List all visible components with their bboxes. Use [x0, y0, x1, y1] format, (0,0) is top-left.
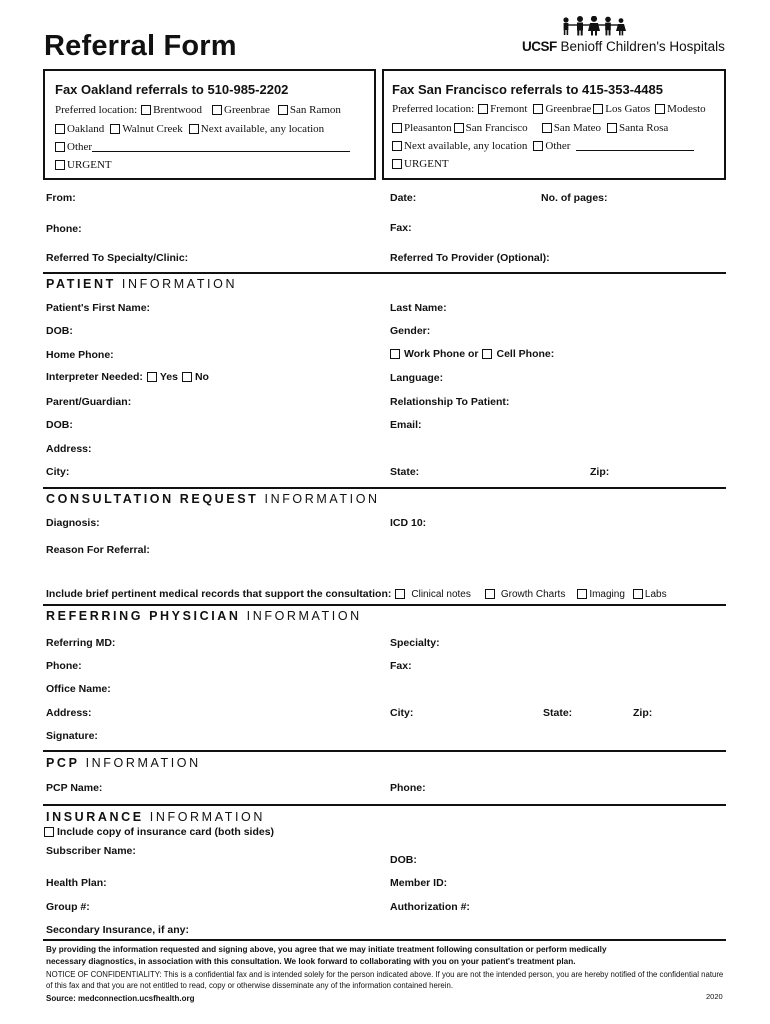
form-title: Referral Form [44, 30, 237, 62]
icd10-field[interactable]: ICD 10: [390, 517, 427, 529]
checkbox[interactable] [533, 141, 543, 151]
checkbox[interactable] [392, 123, 402, 133]
insurance-section-title: INSURANCE INFORMATION [46, 810, 265, 824]
clinical-notes-checkbox[interactable] [395, 589, 405, 599]
checkbox[interactable] [55, 142, 65, 152]
oakland-fax-heading: Fax Oakland referrals to 510-985-2202 [55, 82, 289, 97]
interpreter-yes-checkbox[interactable] [147, 372, 157, 382]
checkbox[interactable] [141, 105, 151, 115]
section-divider [43, 939, 726, 941]
pages-field[interactable]: No. of pages: [541, 192, 608, 204]
insurance-card-row: Include copy of insurance card (both sides) [44, 826, 274, 838]
signature-field[interactable]: Signature: [46, 730, 98, 742]
health-plan-field[interactable]: Health Plan: [46, 877, 107, 889]
first-name-field[interactable]: Patient's First Name: [46, 302, 151, 314]
work-phone-checkbox[interactable] [390, 349, 400, 359]
md-state-field[interactable]: State: [543, 707, 573, 719]
oakland-locations-row1: Preferred location: Brentwood Greenbrae San Ramon [55, 104, 341, 116]
checkbox[interactable] [55, 124, 65, 134]
subscriber-dob-field[interactable]: DOB: [390, 854, 417, 866]
md-zip-field[interactable]: Zip: [633, 707, 653, 719]
sf-other-row: Next available, any location Other [392, 140, 694, 152]
checkbox[interactable] [392, 141, 402, 151]
cell-phone-checkbox[interactable] [482, 349, 492, 359]
patient-state-field[interactable]: State: [390, 466, 420, 478]
specialty-field[interactable]: Referred To Specialty/Clinic: [46, 252, 189, 264]
checkbox[interactable] [212, 105, 222, 115]
checkbox[interactable] [593, 104, 603, 114]
date-field[interactable]: Date: [390, 192, 417, 204]
source-url: Source: medconnection.ucsfhealth.org [46, 994, 195, 1003]
checkbox[interactable] [110, 124, 120, 134]
md-phone-field[interactable]: Phone: [46, 660, 82, 672]
checkbox[interactable] [655, 104, 665, 114]
other-blank-line[interactable] [576, 141, 694, 151]
ucsf-wordmark: UCSF [522, 39, 557, 54]
last-name-field[interactable]: Last Name: [390, 302, 447, 314]
member-id-field[interactable]: Member ID: [390, 877, 448, 889]
phone-field[interactable]: Phone: [46, 223, 82, 235]
referring-md-field[interactable]: Referring MD: [46, 637, 116, 649]
pcp-section-title: PCP INFORMATION [46, 756, 201, 770]
work-cell-phone-field: Work Phone or Cell Phone: [390, 348, 554, 360]
other-blank-line[interactable] [92, 142, 350, 152]
records-row: Include brief pertinent medical records that support the consultation: Clinical notes Growth Charts Imaging Labs [46, 588, 667, 600]
year-label: 2020 [706, 992, 723, 1001]
sf-fax-box [382, 69, 726, 180]
group-number-field[interactable]: Group #: [46, 901, 90, 913]
subscriber-name-field[interactable]: Subscriber Name: [46, 845, 136, 857]
checkbox[interactable] [189, 124, 199, 134]
relationship-field[interactable]: Relationship To Patient: [390, 396, 510, 408]
sf-locations-row1: Preferred location: Fremont Greenbrae Los Gatos Modesto [392, 103, 706, 115]
checkbox[interactable] [533, 104, 543, 114]
secondary-insurance-field[interactable]: Secondary Insurance, if any: [46, 924, 189, 936]
interpreter-field: Interpreter Needed: Yes No [46, 371, 209, 383]
insurance-card-checkbox[interactable] [44, 827, 54, 837]
section-divider [43, 750, 726, 752]
urgent-checkbox[interactable] [55, 160, 65, 170]
md-city-field[interactable]: City: [390, 707, 414, 719]
guardian-field[interactable]: Parent/Guardian: [46, 396, 132, 408]
md-address-field[interactable]: Address: [46, 707, 92, 719]
oakland-fax-box [43, 69, 376, 180]
email-field[interactable]: Email: [390, 419, 422, 431]
patient-city-field[interactable]: City: [46, 466, 70, 478]
urgent-checkbox[interactable] [392, 159, 402, 169]
office-name-field[interactable]: Office Name: [46, 683, 111, 695]
from-field[interactable]: From: [46, 192, 76, 204]
physician-section-title: REFERRING PHYSICIAN INFORMATION [46, 609, 362, 623]
oakland-urgent-row: URGENT [55, 159, 112, 171]
patient-dob-field[interactable]: DOB: [46, 325, 73, 337]
consult-section-title: CONSULTATION REQUEST INFORMATION [46, 492, 380, 506]
md-fax-field[interactable]: Fax: [390, 660, 412, 672]
checkbox[interactable] [454, 123, 464, 133]
authorization-field[interactable]: Authorization #: [390, 901, 470, 913]
sf-fax-heading: Fax San Francisco referrals to 415-353-4485 [392, 82, 663, 97]
guardian-dob-field[interactable]: DOB: [46, 419, 73, 431]
consent-statement: By providing the information requested and signing above, you agree that we may initiate treatment following consultation or perform medically necessary diagnostics, in association with this consultation. We look forward to collaborating with you on your patient's treatment plan. [46, 945, 607, 966]
imaging-checkbox[interactable] [577, 589, 587, 599]
patient-address-field[interactable]: Address: [46, 443, 92, 455]
home-phone-field[interactable]: Home Phone: [46, 349, 114, 361]
checkbox[interactable] [478, 104, 488, 114]
ucsf-logo [520, 16, 730, 60]
checkbox[interactable] [278, 105, 288, 115]
section-divider [43, 487, 726, 489]
interpreter-no-checkbox[interactable] [182, 372, 192, 382]
reason-field[interactable]: Reason For Referral: [46, 544, 150, 556]
pcp-phone-field[interactable]: Phone: [390, 782, 426, 794]
section-divider [43, 272, 726, 274]
sf-locations-row2: Pleasanton San Francisco San Mateo Santa Rosa [392, 122, 668, 134]
provider-field[interactable]: Referred To Provider (Optional): [390, 252, 550, 264]
labs-checkbox[interactable] [633, 589, 643, 599]
md-specialty-field[interactable]: Specialty: [390, 637, 440, 649]
pcp-name-field[interactable]: PCP Name: [46, 782, 103, 794]
gender-field[interactable]: Gender: [390, 325, 431, 337]
growth-charts-checkbox[interactable] [485, 589, 495, 599]
language-field[interactable]: Language: [390, 372, 444, 384]
hospital-name: Benioff Children's Hospitals [560, 39, 725, 54]
checkbox[interactable] [542, 123, 552, 133]
section-divider [43, 804, 726, 806]
checkbox[interactable] [607, 123, 617, 133]
oakland-other-row: Other [55, 141, 350, 153]
patient-section-title: PATIENT INFORMATION [46, 277, 238, 291]
confidentiality-notice: NOTICE OF CONFIDENTIALITY: This is a confidential fax and is intended solely for the person indicated above. If you are not the intended person, you are hereby notified of the confidential nature of this fax and that you are not entitled to read, copy or otherwise disseminate any of the information contained herein. [46, 970, 724, 990]
children-figures-icon [560, 16, 640, 36]
diagnosis-field[interactable]: Diagnosis: [46, 517, 100, 529]
sf-urgent-row: URGENT [392, 158, 449, 170]
patient-zip-field[interactable]: Zip: [590, 466, 610, 478]
section-divider [43, 604, 726, 606]
oakland-locations-row2: Oakland Walnut Creek Next available, any location [55, 123, 324, 135]
fax-field[interactable]: Fax: [390, 222, 412, 234]
